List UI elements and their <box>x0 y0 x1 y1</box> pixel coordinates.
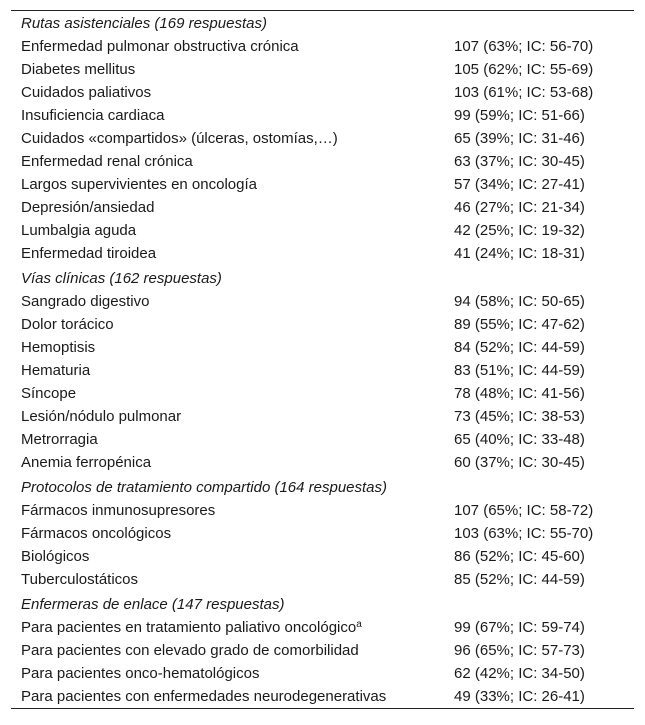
table-row <box>11 219 634 242</box>
row-value: 60 (37%; IC: 30-45) <box>454 454 585 471</box>
row-label: Depresión/ansiedad <box>21 199 155 216</box>
row-label: Fármacos oncológicos <box>21 525 172 542</box>
table-row <box>11 173 634 196</box>
table-row <box>11 662 634 685</box>
row-value: 86 (52%; IC: 45-60) <box>454 548 585 565</box>
row-label: Cuidados paliativos <box>21 84 152 101</box>
row-value: 107 (63%; IC: 56-70) <box>454 38 594 55</box>
row-value: 103 (63%; IC: 55-70) <box>454 525 594 542</box>
table-row <box>11 242 634 265</box>
table-row <box>11 522 634 545</box>
row-value: 99 (67%; IC: 59-74) <box>454 619 585 636</box>
table-row <box>11 382 634 405</box>
table-row <box>11 685 634 708</box>
row-value: 63 (37%; IC: 30-45) <box>454 153 585 170</box>
row-value: 99 (59%; IC: 51-66) <box>454 107 585 124</box>
table-row <box>11 290 634 313</box>
row-value: 78 (48%; IC: 41-56) <box>454 385 585 402</box>
row-value: 85 (52%; IC: 44-59) <box>454 571 585 588</box>
row-value: 49 (33%; IC: 26-41) <box>454 688 585 705</box>
row-value: 84 (52%; IC: 44-59) <box>454 339 585 356</box>
row-label: Anemia ferropénica <box>21 454 152 471</box>
row-label: Dolor torácico <box>21 316 114 333</box>
results-table <box>11 10 634 709</box>
row-label: Para pacientes con enfermedades neurodegenerativas <box>21 688 387 705</box>
table-row <box>11 545 634 568</box>
section-header-protocolos: Protocolos de tratamiento compartido (164 respuestas) <box>21 479 388 496</box>
row-label: Biológicos <box>21 548 90 565</box>
row-label: Para pacientes con elevado grado de comorbilidad <box>21 642 359 659</box>
row-value: 46 (27%; IC: 21-34) <box>454 199 585 216</box>
row-value: 41 (24%; IC: 18-31) <box>454 245 585 262</box>
row-label: Hemoptisis <box>21 339 96 356</box>
row-value: 107 (65%; IC: 58-72) <box>454 502 594 519</box>
row-label: Fármacos inmunosupresores <box>21 502 216 519</box>
row-label: Hematuria <box>21 362 91 379</box>
section-header-enfermeras-enlace: Enfermeras de enlace (147 respuestas) <box>21 596 285 613</box>
row-value: 57 (34%; IC: 27-41) <box>454 176 585 193</box>
table-row <box>11 639 634 662</box>
row-value: 83 (51%; IC: 44-59) <box>454 362 585 379</box>
table-row <box>11 568 634 591</box>
table-row <box>11 616 634 639</box>
row-label-text: Para pacientes en tratamiento paliativo oncológico <box>21 619 357 636</box>
row-label: Metrorragia <box>21 431 98 448</box>
row-value: 73 (45%; IC: 38-53) <box>454 408 585 425</box>
row-label: Enfermedad tiroidea <box>21 245 157 262</box>
row-label: Enfermedad renal crónica <box>21 153 193 170</box>
row-value: 105 (62%; IC: 55-69) <box>454 61 594 78</box>
row-value: 103 (61%; IC: 53-68) <box>454 84 594 101</box>
row-label: Largos supervivientes en oncología <box>21 176 257 193</box>
table-row <box>11 81 634 104</box>
row-label: Lesión/nódulo pulmonar <box>21 408 182 425</box>
section-header-vias-clinicas: Vías clínicas (162 respuestas) <box>21 270 222 287</box>
table-row <box>11 127 634 150</box>
section-header-rutas-asistenciales: Rutas asistenciales (169 respuestas) <box>21 15 267 32</box>
row-value: 65 (39%; IC: 31-46) <box>454 130 585 147</box>
row-value: 89 (55%; IC: 47-62) <box>454 316 585 333</box>
row-value: 96 (65%; IC: 57-73) <box>454 642 585 659</box>
table-row <box>11 313 634 336</box>
row-label: Cuidados «compartidos» (úlceras, ostomías,…) <box>21 130 338 147</box>
table-row <box>11 451 634 474</box>
table-row <box>11 58 634 81</box>
row-label: Insuficiencia cardiaca <box>21 107 165 124</box>
table-row <box>11 150 634 173</box>
row-value: 62 (42%; IC: 34-50) <box>454 665 585 682</box>
row-label <box>21 616 362 639</box>
row-label: Diabetes mellitus <box>21 61 136 78</box>
row-value: 42 (25%; IC: 19-32) <box>454 222 585 239</box>
row-value: 65 (40%; IC: 33-48) <box>454 431 585 448</box>
table-row <box>11 336 634 359</box>
row-label: Lumbalgia aguda <box>21 222 137 239</box>
row-label: Enfermedad pulmonar obstructiva crónica <box>21 38 299 55</box>
row-label: Para pacientes onco-hematológicos <box>21 665 260 682</box>
table-row <box>11 104 634 127</box>
table-row <box>11 428 634 451</box>
table-row <box>11 405 634 428</box>
row-label: Tuberculostáticos <box>21 571 138 588</box>
table-row <box>11 499 634 522</box>
table-row <box>11 359 634 382</box>
row-label: Sangrado digestivo <box>21 293 150 310</box>
row-value: 94 (58%; IC: 50-65) <box>454 293 585 310</box>
table-row <box>11 35 634 58</box>
footnote-marker: a <box>356 619 362 630</box>
row-label: Síncope <box>21 385 77 402</box>
table-row <box>11 196 634 219</box>
